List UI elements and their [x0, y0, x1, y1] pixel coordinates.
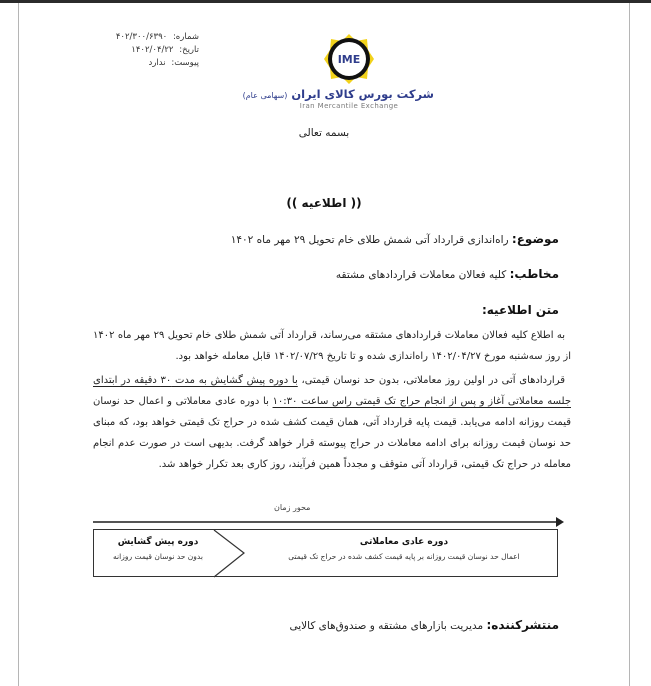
underlined-text: با دوره پیش گشایش به مدت ۳۰ دقیقه در ابتدای جلسه معاملاتی آغاز و پس از انجام حراج تک قیمتی راس ساعت ۱۰:۳۰: [93, 375, 571, 407]
company-name-en: Iran Mercantile Exchange: [299, 102, 399, 110]
subject-value: راه‌اندازی قرارداد آتی شمش طلای خام تحویل ۲۹ مهر ماه ۱۴۰۲: [230, 234, 512, 246]
attachment-label: پیوست:: [171, 58, 199, 68]
letter-date: [89, 44, 199, 57]
body-heading: متن اطلاعیه:: [481, 303, 559, 317]
timeline-segment-pre-opening: دوره پیش گشایش بدون حد نوسان قیمت روزانه: [113, 537, 203, 561]
audience-label: مخاطب:: [509, 267, 559, 281]
svg-text:IME: IME: [337, 53, 361, 66]
audience-line: [336, 267, 559, 281]
document-page: [18, 3, 630, 686]
body-paragraph: قراردادهای آتی در اولین روز معاملاتی، بدون حد نوسان قیمتی، با دوره پیش گشایش به مدت ۳۰ دقیقه در ابتدای جلسه معاملاتی آغاز و پس از انجام حراج تک قیمتی راس ساعت ۱۰:۳۰ با دوره عادی معاملاتی و اعمال حد نوسان قیمت روزانه ادامه می‌یابد. قیمت پایه قرارداد آتی، همان قیمت کشف شده در حراج تک قیمتی خواهد بود، که مبنای حد نوسان قیمت روزانه برای ادامه معاملات در حراج پیوسته قرار خواهد گرفت. بدیهی است در صورت عدم انجام معامله در حراج تک قیمتی، قرارداد آتی متوقف و مجدداً همین فرآیند، روز کاری بعد تکرار خواهد شد.: [93, 375, 571, 470]
time-axis-line: [93, 521, 559, 523]
arrow-right-icon: [556, 517, 564, 527]
announcement-title: (( اطلاعیه )): [286, 196, 362, 210]
company-name-fa: شرکت بورس کالای ایران (سهامی عام): [242, 87, 434, 101]
letter-attachment: [89, 57, 199, 70]
attachment-value: ندارد: [148, 58, 166, 68]
publisher-value: مدیریت بازارهای مشتقه و صندوق‌های کالایی: [289, 620, 487, 632]
ime-logo-icon: [323, 33, 375, 85]
timeline-diagram: [93, 529, 558, 577]
timeline-segment-normal-trading: دوره عادی معاملاتی اعمال حد نوسان قیمت روزانه بر پایه قیمت کشف شده در حراج تک قیمتی: [288, 537, 520, 561]
number-value: ۴۰۲/۳۰۰/۶۳۹۰: [115, 32, 168, 42]
company-logo: [242, 33, 434, 110]
date-value: ۱۴۰۲/۰۴/۲۲: [131, 45, 174, 55]
body-paragraph: به اطلاع کلیه فعالان معاملات قراردادهای مشتقه می‌رساند، قرارداد آتی شمش طلای خام تحویل ۲۹ مهر ماه ۱۴۰۲ از روز سه‌شنبه مورخ ۱۴۰۲/۰۴/۲۷ راه‌اندازی شده و تا تاریخ ۱۴۰۲/۰۷/۲۹ قابل معامله خواهد بود.: [93, 330, 571, 362]
audience-value: کلیه فعالان معاملات قراردادهای مشتقه: [335, 269, 510, 281]
subject-line: [231, 232, 559, 246]
subject-label: موضوع:: [511, 232, 559, 246]
publisher-label: منتشرکننده:: [486, 618, 559, 632]
publisher-line: [289, 618, 559, 632]
time-axis-label: محور زمان: [274, 503, 311, 512]
date-label: تاریخ:: [179, 45, 199, 55]
number-label: شماره:: [172, 32, 199, 42]
letter-meta: [89, 31, 199, 70]
letter-number: [89, 31, 199, 44]
basmala: بسمه تعالی: [298, 127, 350, 139]
